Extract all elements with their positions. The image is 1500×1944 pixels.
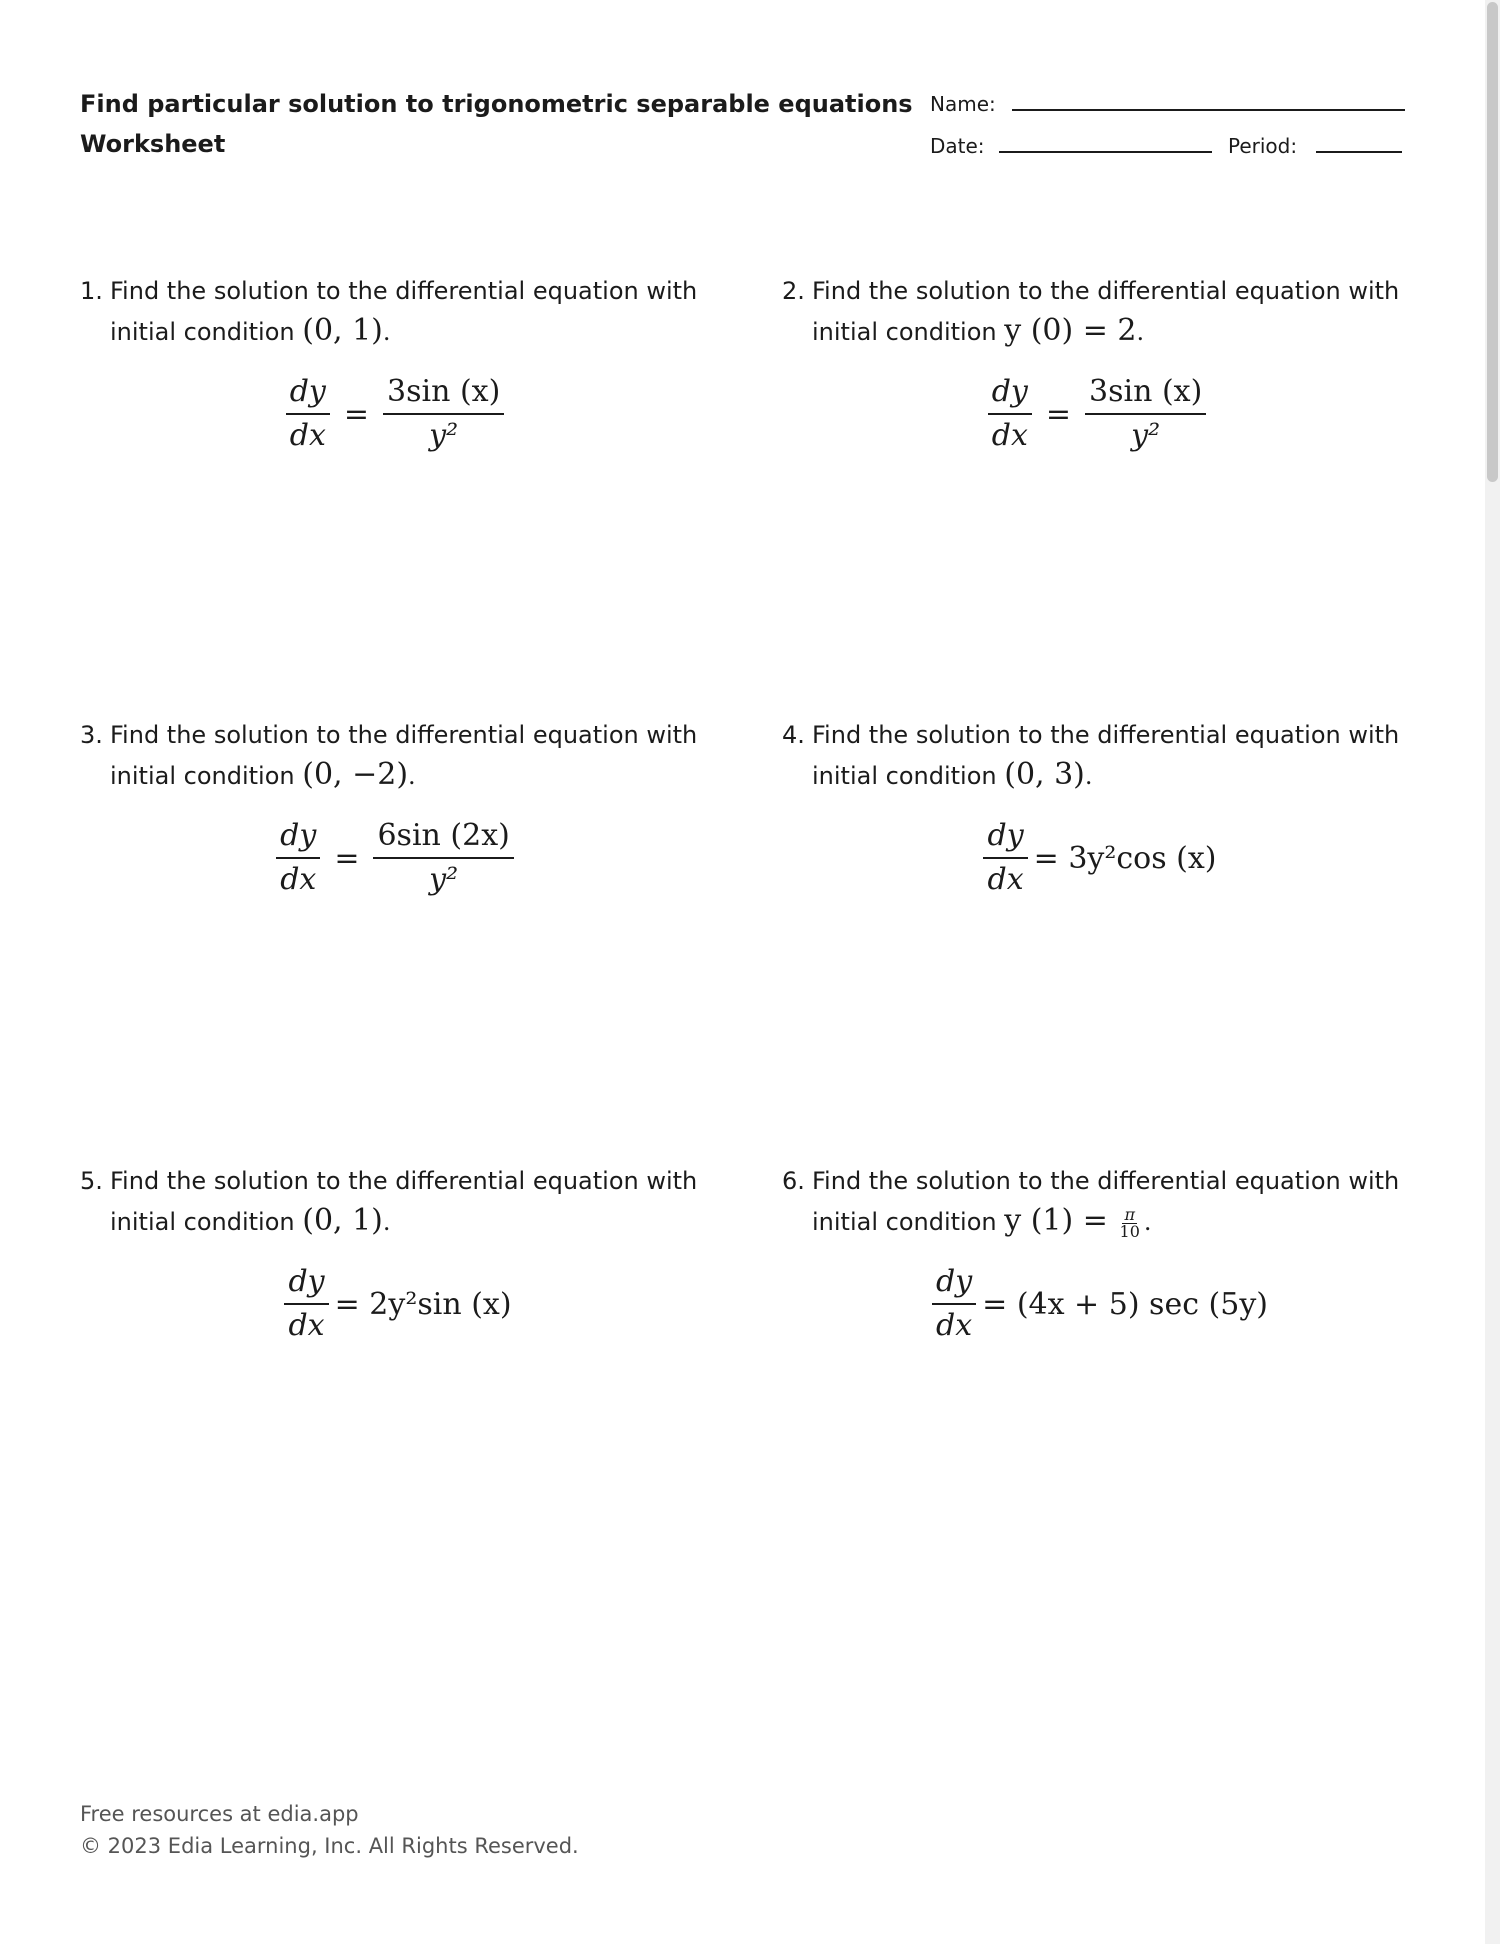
- footer-copyright: © 2023 Edia Learning, Inc. All Rights Reserved.: [80, 1834, 579, 1858]
- problem-prompt: Find the solution to the differential equation with initial condition: [812, 721, 1400, 790]
- problem-prompt: Find the solution to the differential equation with initial condition: [110, 721, 698, 790]
- eq-lhs-numerator: dy: [276, 819, 320, 859]
- problem-number: 4.: [782, 721, 805, 749]
- eq-rhs-numerator: 3sin (x): [383, 375, 504, 415]
- footer: [80, 1798, 579, 1862]
- equation: $\frac{dy}{dx}$ = $\frac{3\sin (x)}{\text{y²}}$: [80, 374, 710, 453]
- initial-condition: (0, 1): [302, 1203, 383, 1238]
- problem-1: 1. Find the solution to the differential equation with initial condition (0, 1). $\frac{dy}{dx}$ = $\frac{3\sin (x)}{\text{y²}}$: [80, 271, 710, 352]
- eq-lhs-denominator: dx: [936, 1308, 973, 1343]
- eq-lhs-denominator: dx: [280, 862, 317, 897]
- problem-number: 3.: [80, 721, 103, 749]
- eq-lhs-denominator: dx: [289, 418, 326, 453]
- problem-prompt: Find the solution to the differential equation with initial condition: [110, 277, 698, 346]
- problem-number: 1.: [80, 277, 103, 305]
- eq-lhs-numerator: dy: [983, 819, 1027, 859]
- initial-condition: y (1) =: [1004, 1203, 1108, 1238]
- eq-rhs-numerator: 6sin (2x): [373, 819, 513, 859]
- eq-rhs: = 3y²cos (x): [1033, 840, 1217, 876]
- condition-fraction-numerator: π: [1124, 1205, 1135, 1224]
- equation: [782, 818, 1412, 897]
- problem-prompt: Find the solution to the differential equation with initial condition: [110, 1167, 698, 1236]
- name-label: Name:: [930, 92, 996, 116]
- problem-2: 2. Find the solution to the differential equation with initial condition y (0) = 2. $\frac{dy}{dx}$ = $\frac{3\sin (x)}{\text{y²}}$: [782, 271, 1412, 352]
- eq-rhs-denominator: y²: [429, 862, 459, 897]
- initial-condition: y (0) = 2: [1004, 313, 1137, 348]
- equation: [782, 1264, 1412, 1343]
- eq-lhs-numerator: dy: [932, 1265, 976, 1305]
- period-blank-line: [1316, 151, 1402, 153]
- eq-lhs-denominator: dx: [991, 418, 1028, 453]
- equation: [80, 1264, 710, 1343]
- footer-resources: Free resources at edia.app: [80, 1802, 359, 1826]
- problem-6: 6. Find the solution to the differential equation with initial condition y (1) = $\frac{\pi}{10}$ . $\frac{dy}{dx}$ = (4x + 5) sec (5y): [782, 1161, 1412, 1242]
- problem-number: 2.: [782, 277, 805, 305]
- problem-5: 5. Find the solution to the differential equation with initial condition (0, 1). $\frac{dy}{dx}$ = 2y²sin (x): [80, 1161, 710, 1242]
- problem-number: 6.: [782, 1167, 805, 1195]
- eq-rhs-numerator: 3sin (x): [1085, 375, 1206, 415]
- period-label: Period:: [1228, 134, 1298, 158]
- eq-lhs-denominator: dx: [288, 1308, 325, 1343]
- date-label: Date:: [930, 134, 985, 158]
- name-blank-line: [1012, 109, 1405, 111]
- initial-condition: (0, 1): [302, 313, 383, 348]
- problem-3: 3. Find the solution to the differential equation with initial condition (0, −2). $\frac{dy}{dx}$ = $\frac{6\sin (2x)}{\text{y²}}$: [80, 715, 710, 796]
- date-blank-line: [999, 151, 1212, 153]
- eq-lhs-numerator: dy: [284, 1265, 328, 1305]
- eq-lhs-numerator: dy: [988, 375, 1032, 415]
- equation: $\frac{dy}{dx}$ = $\frac{3\sin (x)}{\text{y²}}$: [782, 374, 1412, 453]
- eq-rhs: = (4x + 5) sec (5y): [982, 1286, 1268, 1322]
- initial-condition: (0, 3): [1004, 757, 1085, 792]
- condition-fraction-denominator: 10: [1119, 1222, 1140, 1241]
- equation: $\frac{dy}{dx}$ = $\frac{6\sin (2x)}{\text{y²}}$: [80, 818, 710, 897]
- vertical-scrollbar[interactable]: [1485, 0, 1500, 1944]
- problem-prompt: Find the solution to the differential equation with initial condition: [812, 277, 1400, 346]
- title-line-1: Find particular solution to trigonometric separable equations: [80, 90, 913, 118]
- problem-prompt: Find the solution to the differential equation with initial condition: [812, 1167, 1400, 1236]
- worksheet-title: [80, 84, 913, 164]
- scrollbar-thumb[interactable]: [1487, 2, 1498, 482]
- initial-condition: (0, −2): [302, 757, 409, 792]
- problem-number: 5.: [80, 1167, 103, 1195]
- eq-rhs-denominator: y²: [1131, 418, 1161, 453]
- eq-rhs-denominator: y²: [429, 418, 459, 453]
- title-line-2: Worksheet: [80, 130, 226, 158]
- eq-rhs: = 2y²sin (x): [334, 1286, 512, 1322]
- problem-4: 4. Find the solution to the differential equation with initial condition (0, 3). $\frac{dy}{dx}$ = 3y²cos (x): [782, 715, 1412, 796]
- eq-lhs-denominator: dx: [987, 862, 1024, 897]
- eq-lhs-numerator: dy: [286, 375, 330, 415]
